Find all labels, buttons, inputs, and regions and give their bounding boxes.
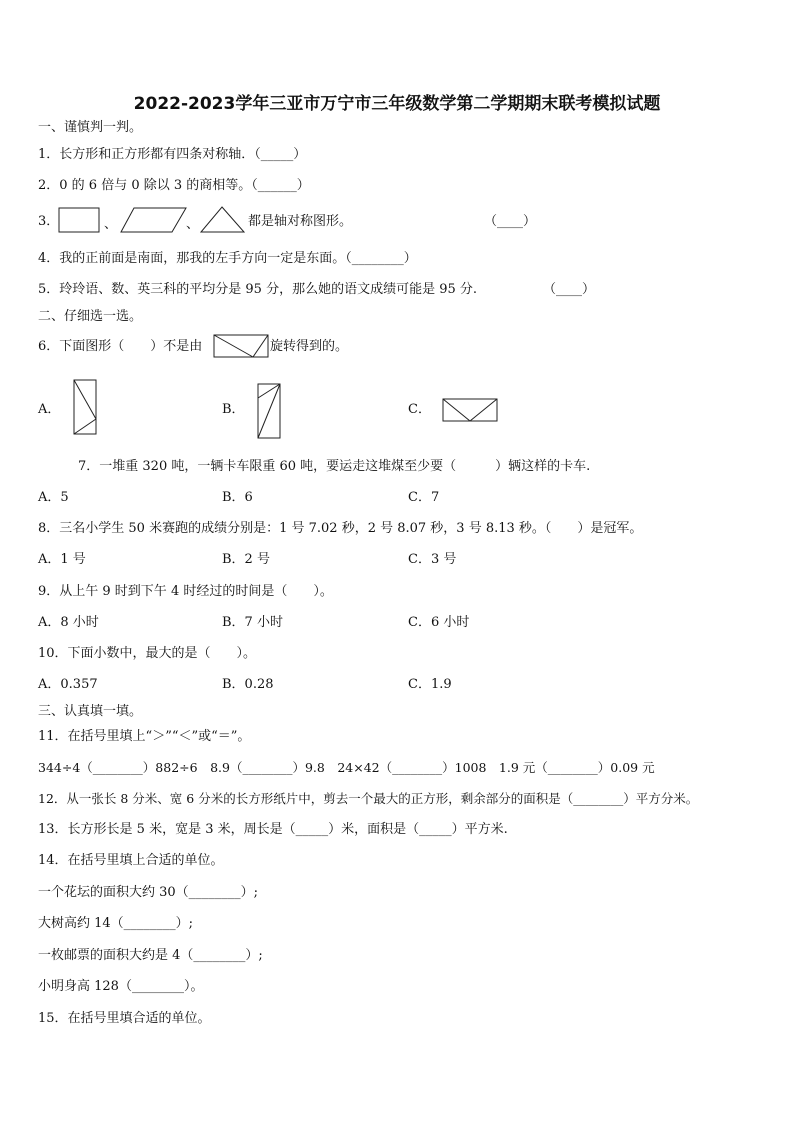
question-6-option-c-label: C．: [408, 402, 431, 417]
page-title: 2022-2023学年三亚市万宁市三年级数学第二学期期末联考模拟试题: [133, 94, 661, 114]
question-14-line-1: 一个花坛的面积大约 30（________）;: [38, 885, 259, 900]
question-11-comparisons: 344÷4（________）882÷6 8.9（________）9.8 24×42（________）1008 1.9 元（________）0.09 元: [38, 760, 655, 775]
question-11: 11．在括号里填上“＞”“＜”或“＝”。: [38, 729, 251, 744]
question-14: 14．在括号里填上合适的单位。: [38, 853, 224, 868]
question-3-separator-2: 、: [186, 217, 200, 232]
question-8-option-b: B．2 号: [222, 552, 270, 567]
question-5: 5．玲玲语、数、英三科的平均分是 95 分，那么她的语文成绩可能是 95 分.: [38, 282, 478, 297]
question-3-separator-1: 、: [104, 217, 118, 232]
section-heading-3: 三、认真填一填。: [38, 704, 143, 719]
question-9-option-a: A．8 小时: [38, 615, 99, 630]
question-14-line-3: 一枚邮票的面积大约是 4（________）;: [38, 948, 263, 963]
question-14-line-2: 大树高约 14（________）;: [38, 916, 194, 931]
question-3-number: 3．: [38, 214, 60, 229]
question-3-text: 都是轴对称图形。: [248, 214, 353, 229]
question-9: 9．从上午 9 时到下午 4 时经过的时间是（ ）。: [38, 584, 333, 599]
question-3-answer-blank: （____）: [484, 214, 537, 229]
question-6-option-b-label: B．: [222, 402, 245, 417]
question-10-option-c: C．1.9: [408, 677, 452, 692]
section-heading-2: 二、仔细选一选。: [38, 309, 143, 324]
question-14-line-4: 小明身高 128（________）。: [38, 979, 204, 994]
question-2: 2．0 的 6 倍与 0 除以 3 的商相等。（______）: [38, 178, 310, 193]
question-7: 7．一堆重 320 吨，一辆卡车限重 60 吨，要运走这堆煤至少要（ ）辆这样的卡车.: [78, 459, 591, 474]
question-7-option-b: B．6: [222, 490, 253, 505]
question-7-option-c: C．7: [408, 490, 440, 505]
section-heading-1: 一、谨慎判一判。: [38, 120, 143, 135]
triangle-figure: [200, 206, 246, 236]
option-a-figure: [73, 379, 99, 437]
question-8-option-a: A．1 号: [38, 552, 86, 567]
question-9-option-b: B．7 小时: [222, 615, 283, 630]
question-6-prefix: 6．下面图形（ ）不是由: [38, 339, 203, 354]
question-13: 13．长方形长是 5 米，宽是 3 米，周长是（_____）米，面积是（_____）平方米.: [38, 822, 508, 837]
question-8-option-c: C．3 号: [408, 552, 457, 567]
parallelogram-figure: [120, 207, 190, 235]
question-7-option-a: A．5: [38, 490, 69, 505]
option-c-figure: [442, 398, 500, 424]
question-8: 8．三名小学生 50 米赛跑的成绩分别是：1 号 7.02 秒，2 号 8.07 秒，3 号 8.13 秒。（ ）是冠军。: [38, 521, 643, 536]
question-5-answer-blank: （____）: [543, 282, 596, 297]
question-9-option-c: C．6 小时: [408, 615, 470, 630]
question-6-option-a-label: A．: [38, 402, 61, 417]
question-10: 10．下面小数中，最大的是（ ）。: [38, 646, 257, 661]
question-15: 15．在括号里填合适的单位。: [38, 1011, 211, 1026]
question-6-suffix: 旋转得到的。: [270, 339, 349, 354]
option-b-figure: [257, 383, 283, 441]
question-4: 4．我的正前面是南面，那我的左手方向一定是东面。（________）: [38, 251, 417, 266]
rectangle-figure: [58, 207, 102, 235]
question-10-option-b: B．0.28: [222, 677, 274, 692]
question-1: 1．长方形和正方形都有四条对称轴．（_____）: [38, 147, 307, 162]
question-10-option-a: A．0.357: [38, 677, 98, 692]
rotation-source-rectangle: [213, 334, 271, 360]
question-12: 12．从一张长 8 分米、宽 6 分米的长方形纸片中，剪去一个最大的正方形，剩余部分的面积是（________）平方分米。: [38, 791, 699, 806]
